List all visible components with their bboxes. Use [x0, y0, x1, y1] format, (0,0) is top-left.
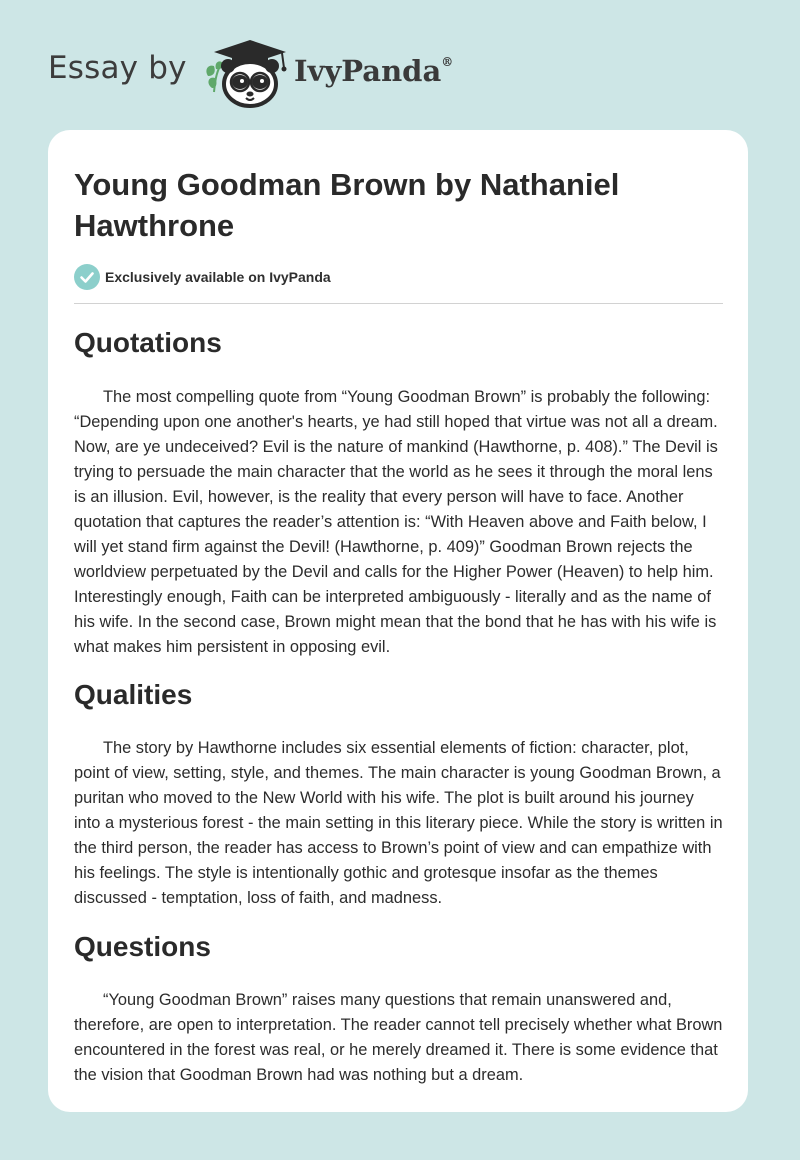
- check-circle-icon: [74, 264, 100, 290]
- brand-name: [294, 54, 453, 88]
- panda-graduate-logo-icon: [202, 36, 292, 110]
- exclusive-badge-label: Exclusively available on IvyPanda: [105, 269, 331, 285]
- section-heading-questions: Questions: [74, 931, 211, 962]
- section-body-qualities: The story by Hawthorne includes six essential elements of fiction: character, plot, point of view, setting, style, and themes. The main character is young Goodman Brown, a puritan who moved to the New World with his wife. The plot is built around his journey into a mysterious forest - the main setting in this literary piece. While the story is written in the third person, the reader has access to Brown’s point of view and can empathize with his feelings. The style is intentionally gothic and grotesque insofar as the themes discussed - temptation, loss of faith, and madness.: [74, 739, 723, 907]
- section-body-questions: “Young Goodman Brown” raises many questions that remain unanswered and, therefore, are open to interpretation. The reader cannot tell precisely whether what Brown encountered in the forest was real, or he merely dreamed it. There is some evidence that the vision that Goodman Brown had was nothing but a dream.: [74, 991, 723, 1084]
- registered-mark: ®: [441, 55, 454, 70]
- essay-title: Young Goodman Brown by Nathaniel Hawthrone: [74, 167, 620, 243]
- site-brand[interactable]: [48, 36, 468, 110]
- title-divider: [74, 303, 723, 304]
- brand-prefix: Essay by: [48, 50, 187, 86]
- section-heading-qualities: Qualities: [74, 679, 193, 710]
- section-heading-quotations: Quotations: [74, 327, 222, 358]
- essay-card: [48, 130, 748, 1112]
- section-body-quotations: The most compelling quote from “Young Goodman Brown” is probably the following: “Depending upon one another's hearts, ye had still hoped that virtue was not all a dream. Now, are ye undeceived? Evil is the nature of mankind (Hawthorne, p. 408).” The Devil is trying to persuade the main character that the world as he sees it through the moral lens is an illusion. Evil, however, is the reality that every person will have to face. Another quotation that captures the reader’s attention is: “With Heaven above and Faith below, I will yet stand firm against the Devil! (Hawthorne, p. 409)” Goodman Brown rejects the worldview perpetuated by the Devil and calls for the Higher Power (Heaven) to help him. Interestingly enough, Faith can be interpreted ambiguously - literally and as the name of his wife. In the second case, Brown might mean that the bond that he has with his wife is what makes him persistent in opposing evil.: [74, 388, 718, 656]
- brand-name-text: IvyPanda: [294, 54, 442, 88]
